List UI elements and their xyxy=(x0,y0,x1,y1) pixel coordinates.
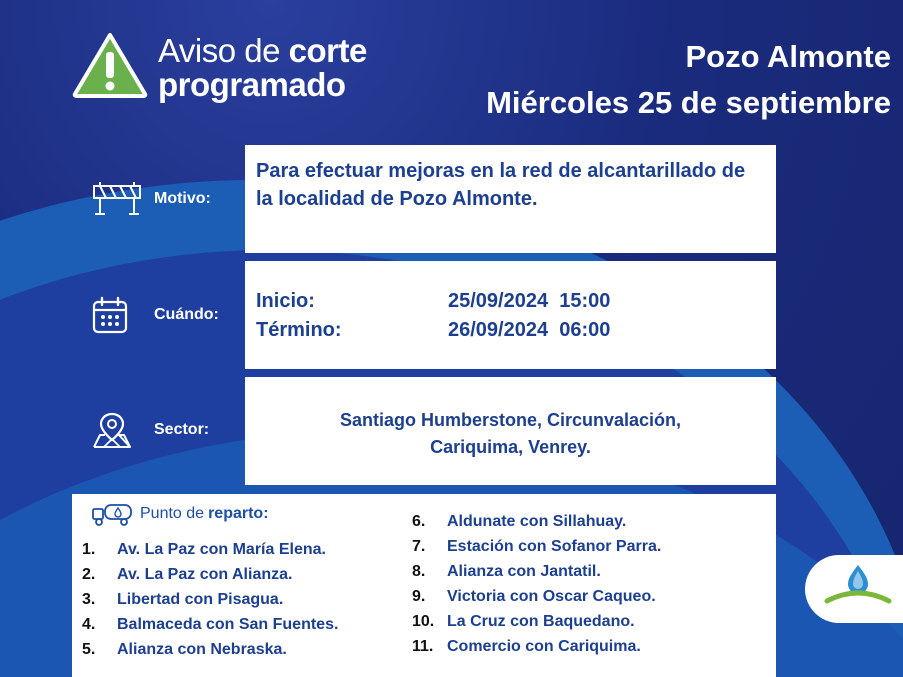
list-item xyxy=(412,534,661,559)
schedule xyxy=(256,287,610,345)
title-regular: Aviso de xyxy=(158,32,280,69)
item-text: Alianza con Nebraska. xyxy=(117,640,287,658)
sector-line2: Cariquima, Venrey. xyxy=(430,437,591,457)
sector-line1: Santiago Humberstone, Circunvalación, xyxy=(339,410,682,430)
location: Pozo Almonte xyxy=(685,39,891,74)
cuando-label: Cuándo: xyxy=(154,306,219,323)
list-item xyxy=(412,584,661,609)
water-drop-logo-icon xyxy=(805,555,903,623)
reparto-title xyxy=(92,502,269,526)
item-number: 2. xyxy=(82,565,96,583)
inicio-label: Inicio: xyxy=(256,290,315,312)
item-text: Estación con Sofanor Parra. xyxy=(447,537,662,555)
motivo-text: Para efectuar mejoras en la red de alcantarillado de la localidad de Pozo Almonte. xyxy=(256,160,746,210)
item-number: 8. xyxy=(412,562,426,580)
list-item xyxy=(82,637,338,662)
list-item xyxy=(412,609,661,634)
item-text: Av. La Paz con María Elena. xyxy=(117,540,326,558)
reparto-title-regular: Punto de xyxy=(140,505,205,522)
item-number: 6. xyxy=(412,512,426,530)
item-number: 3. xyxy=(82,590,96,608)
sector-label: Sector: xyxy=(154,421,210,438)
company-logo xyxy=(805,555,903,623)
list-item xyxy=(82,587,338,612)
item-number: 7. xyxy=(412,537,426,555)
termino-value: 26/09/2024 06:00 xyxy=(448,319,611,341)
list-item xyxy=(412,559,661,584)
warning-icon xyxy=(72,32,148,98)
item-text: Balmaceda con San Fuentes. xyxy=(117,615,339,633)
sector-text xyxy=(245,407,776,461)
title-bold: corte xyxy=(288,32,367,69)
reparto-box xyxy=(72,494,776,677)
item-number: 10. xyxy=(412,612,435,630)
reparto-list-right xyxy=(412,509,661,659)
cuando-label-row xyxy=(92,295,219,335)
water-truck-icon xyxy=(92,502,134,526)
list-item xyxy=(82,612,338,637)
item-text: Victoria con Oscar Caqueo. xyxy=(447,587,656,605)
list-item xyxy=(412,509,661,534)
list-item xyxy=(82,562,338,587)
item-number: 9. xyxy=(412,587,426,605)
sector-box xyxy=(245,377,776,485)
title-line2: programado xyxy=(158,66,346,103)
item-number: 1. xyxy=(82,540,96,558)
item-text: Comercio con Cariquima. xyxy=(447,637,641,655)
item-number: 11. xyxy=(412,637,434,655)
item-text: Av. La Paz con Alianza. xyxy=(117,565,293,583)
item-number: 5. xyxy=(82,640,96,658)
reparto-title-bold: reparto: xyxy=(208,505,269,522)
termino-label: Término: xyxy=(256,319,342,341)
list-item xyxy=(412,634,661,659)
cuando-box xyxy=(245,261,776,369)
barrier-icon xyxy=(92,181,142,217)
item-text: Aldunate con Sillahuay. xyxy=(447,512,627,530)
notice-title xyxy=(158,34,367,102)
item-text: La Cruz con Baquedano. xyxy=(447,612,635,630)
date: Miércoles 25 de septiembre xyxy=(486,85,891,120)
list-item xyxy=(82,537,338,562)
reparto-list-left xyxy=(82,537,338,662)
item-number: 4. xyxy=(82,615,96,633)
map-pin-icon xyxy=(92,411,132,449)
sector-label-row xyxy=(92,410,209,450)
calendar-icon xyxy=(92,296,128,334)
item-text: Libertad con Pisagua. xyxy=(117,590,284,608)
motivo-label: Motivo: xyxy=(154,190,211,207)
motivo-label-row xyxy=(92,179,211,219)
location-date xyxy=(486,34,891,126)
motivo-box xyxy=(245,145,776,253)
inicio-value: 25/09/2024 15:00 xyxy=(448,290,611,312)
item-text: Alianza con Jantatil. xyxy=(447,562,601,580)
